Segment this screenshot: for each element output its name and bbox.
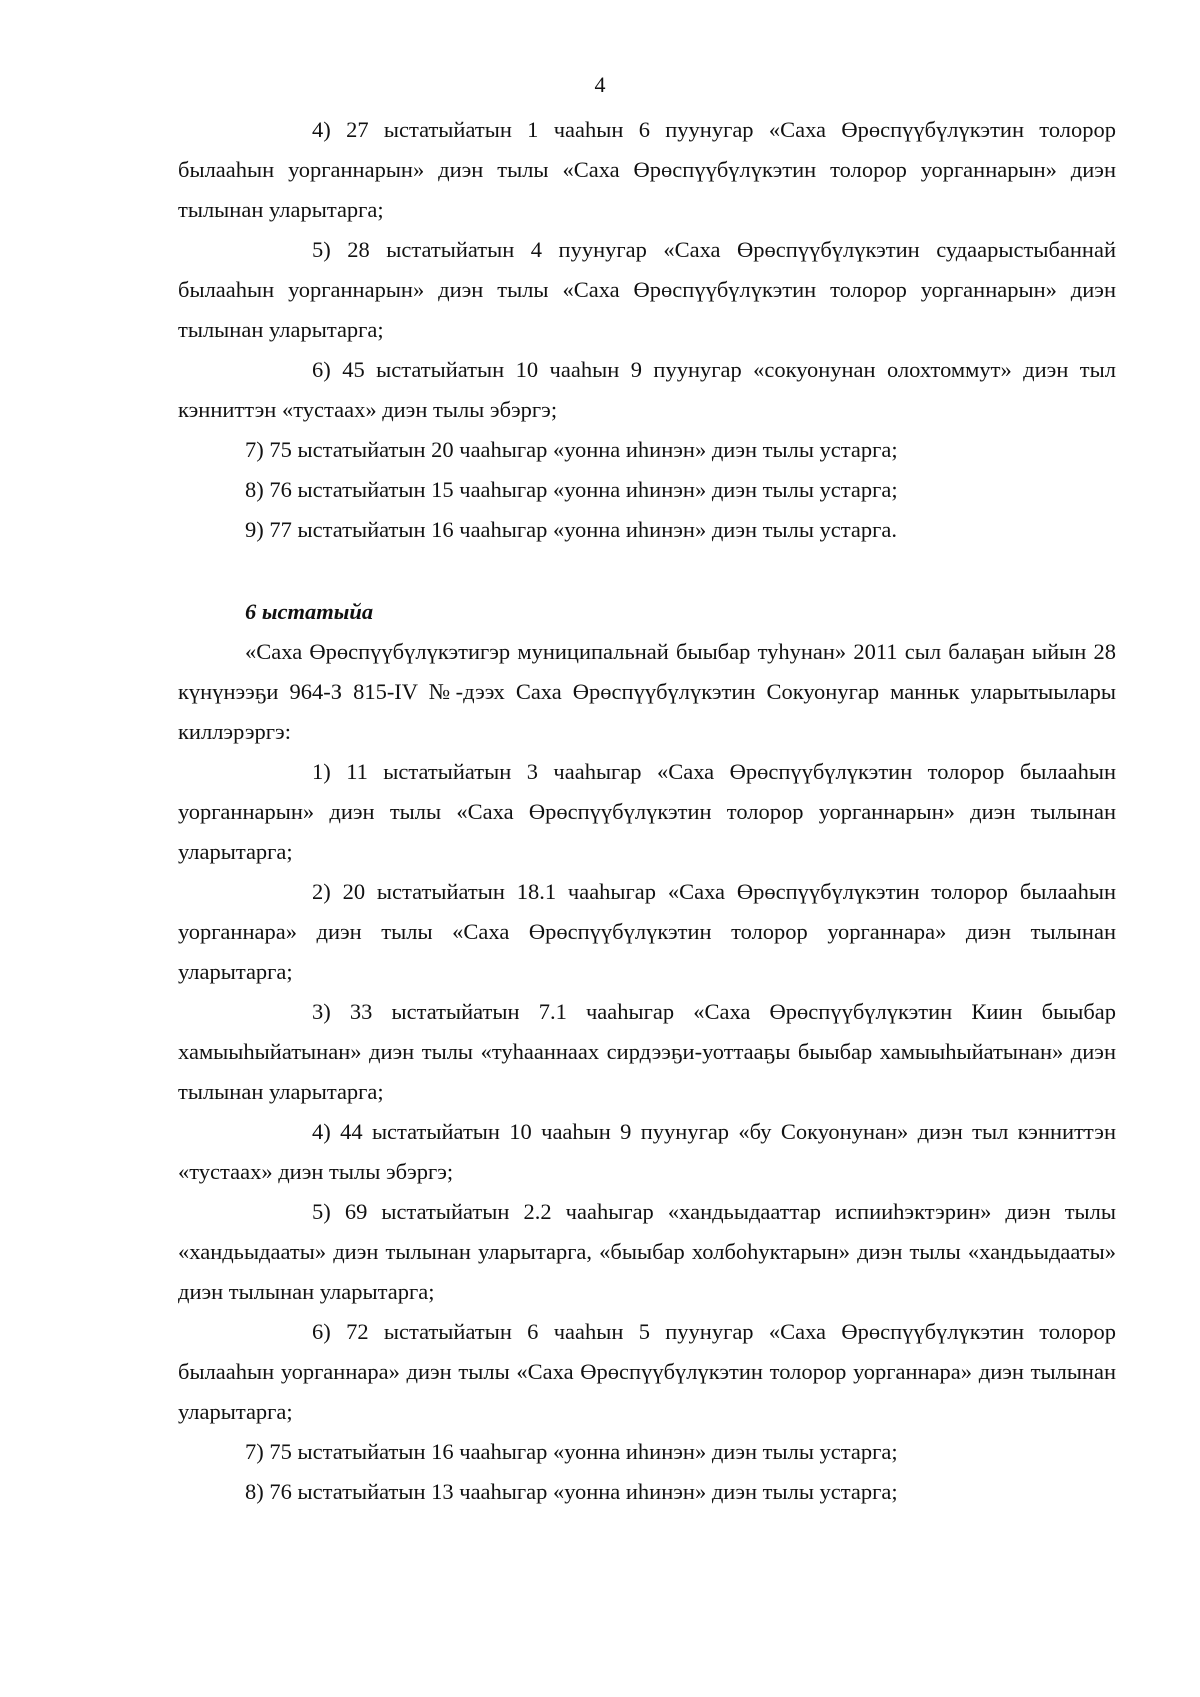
item-text: 76 ыстатыйатын 15 чааһыгар «уонна иһинэн» диэн тылы устарга; xyxy=(269,477,898,502)
article-item-6 xyxy=(178,1312,1116,1432)
article-item-1 xyxy=(178,752,1116,872)
list-item-4 xyxy=(178,110,1116,230)
item-text: 72 ыстатыйатын 6 чааһын 5 пуунугар «Саха Өрөспүүбүлүкэтин толорор былааһын уорганнара» диэн тылы «Саха Өрөспүүбүлүкэтин толорор уорганнара» диэн тылынан уларытарга; xyxy=(178,1319,1117,1424)
item-number: 6) xyxy=(312,357,331,382)
item-number: 9) xyxy=(245,517,264,542)
list-item-8 xyxy=(178,470,1116,510)
item-number: 4) xyxy=(312,117,331,142)
item-number: 6) xyxy=(312,1319,331,1344)
item-text: 77 ыстатыйатын 16 чааһыгар «уонна иһинэн» диэн тылы устарга. xyxy=(269,517,897,542)
item-text: 45 ыстатыйатын 10 чааһын 9 пуунугар «сокуонунан олохтоммут» диэн тыл кэнниттэн «тустаах» диэн тылы эбэргэ; xyxy=(178,357,1116,422)
item-text: 44 ыстатыйатын 10 чааһын 9 пуунугар «бу Сокуонунан» диэн тыл кэнниттэн «тустаах» диэн тылы эбэргэ; xyxy=(178,1119,1116,1184)
item-number: 7) xyxy=(245,1439,264,1464)
item-text: 75 ыстатыйатын 20 чааһыгар «уонна иһинэн» диэн тылы устарга; xyxy=(269,437,898,462)
item-number: 8) xyxy=(245,1479,264,1504)
item-number: 5) xyxy=(312,237,331,262)
item-text: 76 ыстатыйатын 13 чааһыгар «уонна иһинэн» диэн тылы устарга; xyxy=(269,1479,898,1504)
article-intro: «Саха Өрөспүүбүлүкэтигэр муниципальнай быыбар туһунан» 2011 сыл балаҕан ыйын 28 күнүнээҕи 964-З 815-IV №-дээх Саха Өрөспүүбүлүкэтин Сокуонугар манньк уларытыылары киллэрэргэ: xyxy=(178,639,1116,744)
item-number: 3) xyxy=(312,999,331,1024)
item-text: 28 ыстатыйатын 4 пуунугар «Саха Өрөспүүбүлүкэтин судаарыстыбаннай былааһын уорганнарын» диэн тылы «Саха Өрөспүүбүлүкэтин толорор уорганнарын» диэн тылынан уларытарга; xyxy=(178,237,1117,342)
item-number: 1) xyxy=(312,759,331,784)
article-item-5 xyxy=(178,1192,1116,1312)
page-number: 4 xyxy=(594,72,606,97)
item-number: 4) xyxy=(312,1119,331,1144)
list-item-5 xyxy=(178,230,1116,350)
item-text: 27 ыстатыйатын 1 чааһын 6 пуунугар «Саха Өрөспүүбүлүкэтин толорор былааһын уорганнарын» диэн тылы «Саха Өрөспүүбүлүкэтин толорор уорганнарын» диэн тылынан уларытарга; xyxy=(178,117,1117,222)
article-item-4 xyxy=(178,1112,1116,1192)
list-item-9 xyxy=(178,510,1116,550)
list-item-7 xyxy=(178,430,1116,470)
article-item-7 xyxy=(178,1432,1116,1472)
list-item-6 xyxy=(178,350,1116,430)
item-text: 69 ыстатыйатын 2.2 чааһыгар «хандьыдааттар испииһэктэрин» диэн тылы «хандьыдааты» диэн тылынан уларытарга, «быыбар холбоһуктарын» диэн тылы «хандьыдааты» диэн тылынан уларытарга; xyxy=(178,1199,1116,1304)
item-text: 20 ыстатыйатын 18.1 чааһыгар «Саха Өрөспүүбүлүкэтин толорор былааһын уорганнара» диэн тылы «Саха Өрөспүүбүлүкэтин толорор уорганнара» диэн тылынан уларытарга; xyxy=(178,879,1117,984)
item-number: 2) xyxy=(312,879,331,904)
article-item-2 xyxy=(178,872,1116,992)
item-text: 33 ыстатыйатын 7.1 чааһыгар «Саха Өрөспүүбүлүкэтин Киин быыбар хамыыһыйатынан» диэн тылы «туһааннаах сирдээҕи-уоттааҕы быыбар хамыыһыйатынан» диэн тылынан уларытарга; xyxy=(178,999,1117,1104)
article-item-8 xyxy=(178,1472,1116,1512)
item-text: 75 ыстатыйатын 16 чааһыгар «уонна иһинэн» диэн тылы устарга; xyxy=(269,1439,898,1464)
item-number: 7) xyxy=(245,437,264,462)
document-body xyxy=(178,110,1116,1512)
article-heading: 6 ыстатыйа xyxy=(245,599,374,624)
article-item-3 xyxy=(178,992,1116,1112)
item-text: 11 ыстатыйатын 3 чааһыгар «Саха Өрөспүүбүлүкэтин толорор былааһын уорганнарын» диэн тылы «Саха Өрөспүүбүлүкэтин толорор уорганнарын» диэн тылынан уларытарга; xyxy=(178,759,1116,864)
item-number: 8) xyxy=(245,477,264,502)
item-number: 5) xyxy=(312,1199,331,1224)
